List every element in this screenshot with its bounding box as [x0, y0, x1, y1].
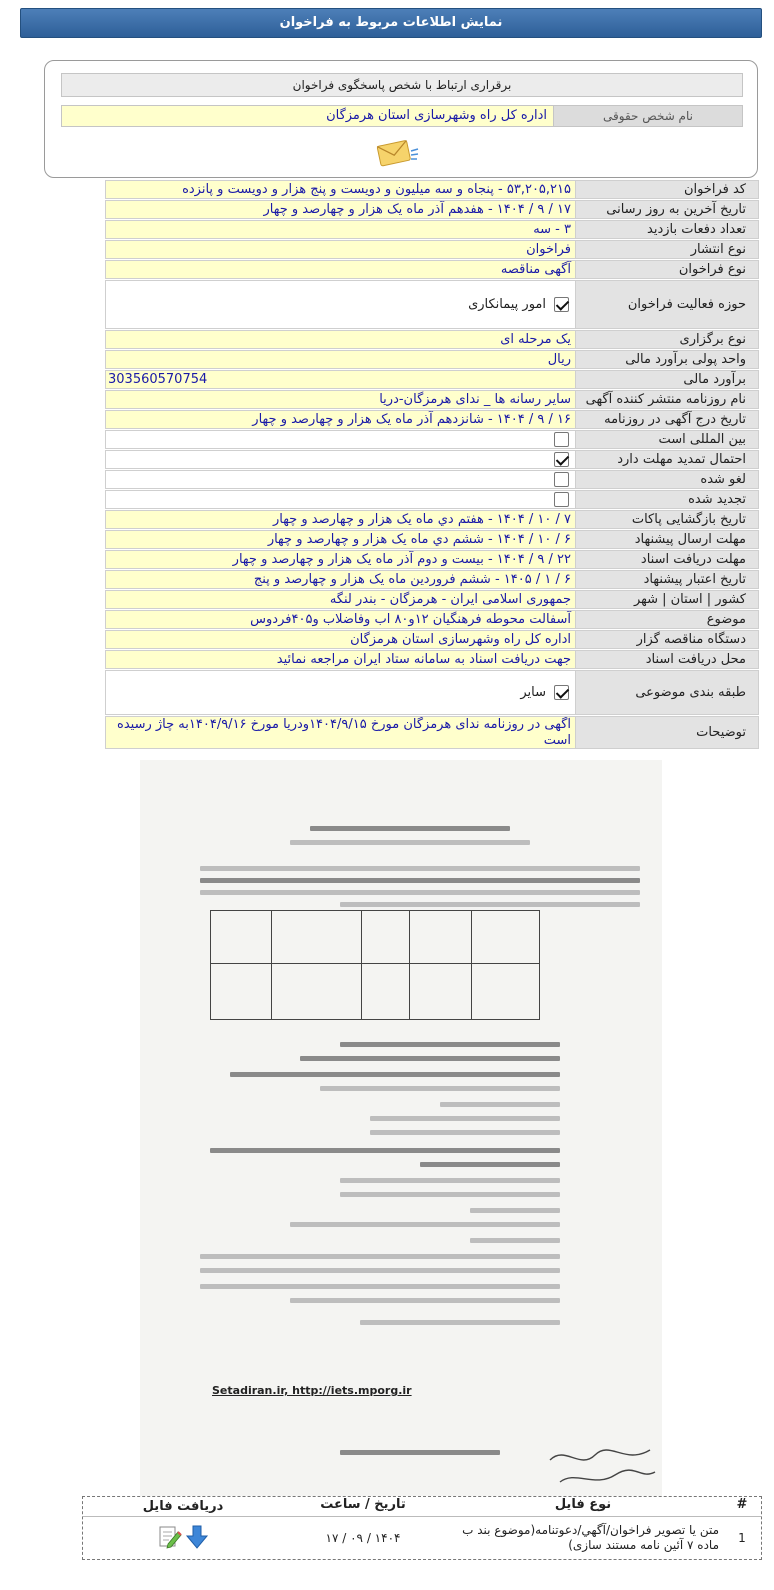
doc-table-rule — [471, 911, 472, 1019]
doc-table-rule — [361, 911, 362, 1019]
legal-person-row — [61, 105, 743, 127]
col-type-header: نوع فایل — [554, 1497, 612, 1512]
activity-scope-value — [105, 280, 575, 329]
doc-place-value: جهت دریافت اسناد به سامانه ستاد ایران مراجعه نمائید — [105, 650, 575, 669]
doc-text-line — [290, 1298, 560, 1303]
row-cancelled — [105, 470, 759, 490]
file-download-cell — [83, 1524, 283, 1553]
doc-table-rule — [271, 911, 272, 1019]
visits-value: ۳ - سه — [105, 220, 575, 239]
doc-text-line — [230, 1072, 560, 1077]
label: تاریخ اعتبار پیشنهاد — [575, 570, 759, 589]
label: کشور | استان | شهر — [575, 590, 759, 609]
label: لغو شده — [575, 470, 759, 489]
row-doc-deadline — [105, 550, 759, 570]
doc-text-line — [470, 1238, 560, 1243]
file-type: متن یا تصویر فراخوان/آگهي/دعوتنامه(موضوع بند ب ماده ۷ آئین نامه مستند سازی) — [462, 1523, 719, 1552]
label: تجدید شده — [575, 490, 759, 509]
category-value — [105, 670, 575, 715]
doc-text-line — [340, 902, 640, 907]
label: بین المللی است — [575, 430, 759, 449]
label: تاریخ درج آگهی در روزنامه — [575, 410, 759, 429]
row-currency — [105, 350, 759, 370]
call-code-value: ۵۳,۲۰۵,۲۱۵ - پنجاه و سه میلیون و دویست و پنج هزار و دویست و پانزده — [105, 180, 575, 199]
doc-text-line — [300, 1056, 560, 1061]
doc-text-line — [320, 1086, 560, 1091]
row-validity-date — [105, 570, 759, 590]
extension-value — [105, 450, 575, 469]
row-subject — [105, 610, 759, 630]
category-checkbox[interactable] — [554, 685, 569, 700]
organizer-value: اداره کل راه وشهرسازی استان هرمزگان — [105, 630, 575, 649]
download-arrow-icon[interactable] — [184, 1524, 210, 1553]
row-organizer — [105, 630, 759, 650]
row-call-type — [105, 260, 759, 280]
doc-text-line — [200, 866, 640, 871]
doc-text-line — [420, 1162, 560, 1167]
doc-text-line — [360, 1320, 560, 1325]
doc-text-line — [200, 890, 640, 895]
row-notes — [105, 716, 759, 750]
doc-table — [210, 910, 540, 1020]
col-date-header: تاریخ / ساعت — [320, 1497, 406, 1512]
table-row — [83, 1517, 761, 1559]
activity-scope-checkbox[interactable] — [554, 297, 569, 312]
row-submit-deadline — [105, 530, 759, 550]
row-international — [105, 430, 759, 450]
doc-heading-line — [310, 826, 510, 831]
currency-value: ریال — [105, 350, 575, 369]
doc-text-line — [210, 1148, 560, 1153]
label: برآورد مالی — [575, 370, 759, 389]
category-text: سایر — [520, 685, 546, 700]
label: محل دریافت اسناد — [575, 650, 759, 669]
document-scan — [140, 760, 662, 1496]
row-publish-date — [105, 410, 759, 430]
call-type-value: آگهی مناقصه — [105, 260, 575, 279]
file-num: 1 — [738, 1531, 746, 1545]
contact-panel — [44, 60, 758, 178]
subject-value: آسفالت محوطه فرهنگیان ۱۲و۸۰ اب وفاضلاب و۴۰۵فردوس — [105, 610, 575, 629]
newspaper-value: سایر رسانه ها _ ندای هرمزگان-دریا — [105, 390, 575, 409]
submit-deadline-value: ۶ / ۱۰ / ۱۴۰۴ - ششم دي ماه یک هزار و چهارصد و چهار — [105, 530, 575, 549]
doc-text-line — [200, 1254, 560, 1259]
doc-text-line — [340, 1178, 560, 1183]
col-num-header: # — [736, 1497, 748, 1512]
row-estimate — [105, 370, 759, 390]
row-renewed — [105, 490, 759, 510]
location-value: جمهوری اسلامی ایران - هرمزگان - بندر لنگه — [105, 590, 575, 609]
row-holding-type — [105, 330, 759, 350]
row-opening-date — [105, 510, 759, 530]
estimate-value: 303560570754 — [105, 370, 575, 389]
legal-person-label: نام شخص حقوقی — [553, 105, 743, 127]
row-newspaper — [105, 390, 759, 410]
doc-text-line — [200, 878, 640, 883]
doc-link-text: Setadiran.ir, http://iets.mporg.ir — [212, 1384, 412, 1397]
doc-table-rule — [409, 911, 410, 1019]
cancelled-value — [105, 470, 575, 489]
call-details — [105, 180, 759, 750]
validity-date-value: ۶ / ۱ / ۱۴۰۵ - ششم فروردین ماه یک هزار و چهارصد و پنج — [105, 570, 575, 589]
label: نوع فراخوان — [575, 260, 759, 279]
contact-heading[interactable]: برقراری ارتباط با شخص پاسخگوی فراخوان — [61, 73, 743, 97]
row-visits — [105, 220, 759, 240]
renewed-checkbox[interactable] — [554, 492, 569, 507]
label: موضوع — [575, 610, 759, 629]
doc-text-line — [340, 1042, 560, 1047]
last-update-value: ۱۷ / ۹ / ۱۴۰۴ - هفدهم آذر ماه یک هزار و چهارصد و چهار — [105, 200, 575, 219]
label: مهلت دریافت اسناد — [575, 550, 759, 569]
label: تاریخ بازگشایی پاکات — [575, 510, 759, 529]
cancelled-checkbox[interactable] — [554, 472, 569, 487]
international-checkbox[interactable] — [554, 432, 569, 447]
label: نام روزنامه منتشر کننده آگهی — [575, 390, 759, 409]
label: طبقه بندی موضوعی — [575, 670, 759, 715]
label: توضیحات — [575, 716, 759, 749]
label: حوزه فعالیت فراخوان — [575, 280, 759, 329]
doc-subheading-line — [290, 840, 530, 845]
files-table — [82, 1496, 762, 1560]
label: واحد پولی برآورد مالی — [575, 350, 759, 369]
label: دستگاه مناقصه گزار — [575, 630, 759, 649]
row-extension — [105, 450, 759, 470]
label: تاریخ آخرین به روز رسانی — [575, 200, 759, 219]
row-publish-type — [105, 240, 759, 260]
label: کد فراخوان — [575, 180, 759, 199]
renewed-value — [105, 490, 575, 509]
doc-deadline-value: ۲۲ / ۹ / ۱۴۰۴ - بیست و دوم آذر ماه یک هزار و چهارصد و چهار — [105, 550, 575, 569]
doc-text-line — [200, 1284, 560, 1289]
doc-table-rule — [211, 963, 539, 964]
page-title: نمایش اطلاعات مربوط به فراخوان — [20, 8, 762, 38]
row-location — [105, 590, 759, 610]
doc-text-line — [340, 1192, 560, 1197]
label: نوع انتشار — [575, 240, 759, 259]
row-call-code — [105, 180, 759, 200]
extension-checkbox[interactable] — [554, 452, 569, 467]
tender-document-image — [140, 760, 662, 1496]
file-date: ۱۴۰۴ / ۰۹ / ۱۷ — [325, 1531, 401, 1545]
envelope-icon[interactable] — [375, 137, 419, 171]
publish-date-value: ۱۶ / ۹ / ۱۴۰۴ - شانزدهم آذر ماه یک هزار و چهارصد و چهار — [105, 410, 575, 429]
row-last-update — [105, 200, 759, 220]
doc-text-line — [340, 1450, 500, 1455]
row-category — [105, 670, 759, 716]
doc-text-line — [440, 1102, 560, 1107]
opening-date-value: ۷ / ۱۰ / ۱۴۰۴ - هفتم دي ماه یک هزار و چهارصد و چهار — [105, 510, 575, 529]
label: مهلت ارسال پیشنهاد — [575, 530, 759, 549]
doc-text-line — [370, 1130, 560, 1135]
activity-scope-text: امور پیمانکاری — [468, 297, 546, 312]
doc-text-line — [470, 1208, 560, 1213]
legal-person-value: اداره کل راه وشهرسازی استان هرمزگان — [61, 105, 553, 127]
international-value — [105, 430, 575, 449]
holding-type-value: یک مرحله ای — [105, 330, 575, 349]
row-activity-scope — [105, 280, 759, 330]
label: احتمال تمدید مهلت دارد — [575, 450, 759, 469]
notes-value: آگهی در روزنامه ندای هرمزگان مورخ ۱۴۰۴/۹/۱۵ودریا مورخ ۱۴۰۴/۹/۱۶به چاژ رسیده است — [105, 716, 575, 749]
files-table-header — [83, 1497, 761, 1517]
handwritten-note — [540, 1440, 660, 1490]
doc-text-line — [290, 1222, 560, 1227]
row-doc-place — [105, 650, 759, 670]
doc-text-line — [370, 1116, 560, 1121]
col-download-header: دریافت فایل — [142, 1499, 224, 1514]
label: نوع برگزاری — [575, 330, 759, 349]
label: تعداد دفعات بازدید — [575, 220, 759, 239]
edit-document-icon[interactable] — [156, 1524, 182, 1553]
publish-type-value: فراخوان — [105, 240, 575, 259]
doc-text-line — [200, 1268, 560, 1273]
